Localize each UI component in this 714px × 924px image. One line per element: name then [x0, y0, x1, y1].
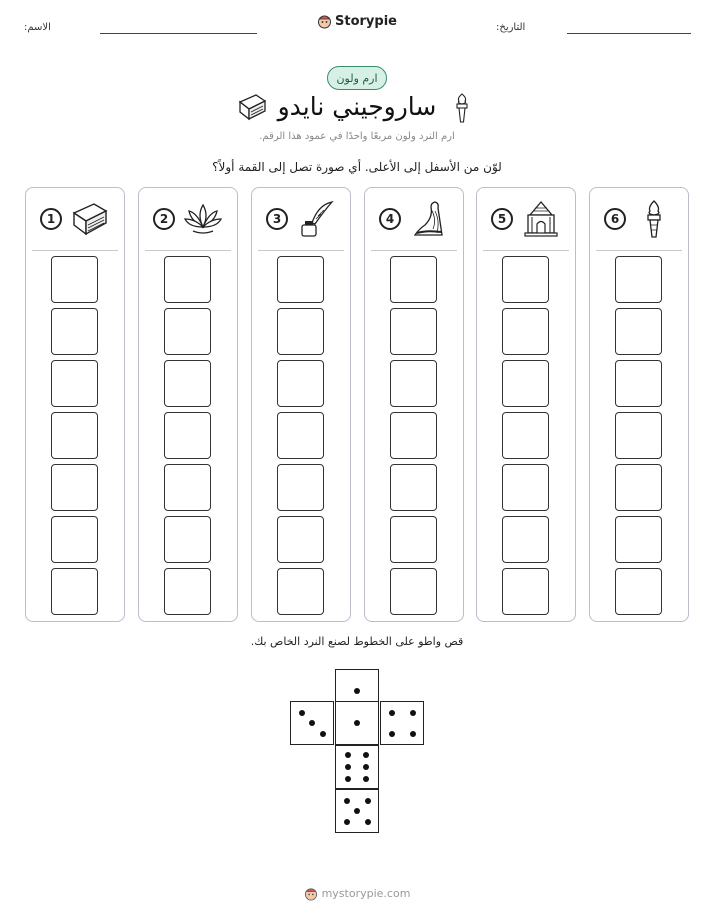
color-square[interactable]: [615, 464, 662, 511]
color-square[interactable]: [502, 412, 549, 459]
color-square[interactable]: [51, 568, 98, 615]
column-divider: [371, 250, 457, 251]
color-square[interactable]: [502, 568, 549, 615]
date-label: التاريخ:: [496, 22, 526, 33]
column-1: [25, 187, 125, 622]
column-number: 4: [379, 208, 401, 230]
storypie-mascot-icon: [317, 13, 332, 29]
brand-name: Storypie: [335, 13, 397, 29]
color-square[interactable]: [615, 256, 662, 303]
name-line[interactable]: [100, 33, 257, 34]
color-square[interactable]: [390, 516, 437, 563]
color-square[interactable]: [615, 412, 662, 459]
storypie-mascot-icon: [304, 886, 318, 901]
column-4: [364, 187, 464, 622]
dice-net: [290, 669, 424, 835]
footer-url[interactable]: mystorypie.com: [321, 887, 411, 900]
die-face-6: [335, 745, 379, 789]
page-title: ساروجيني نايدو: [277, 92, 437, 121]
date-line[interactable]: [567, 33, 691, 34]
color-square[interactable]: [615, 360, 662, 407]
die-face-3: [290, 701, 334, 745]
column-number: 2: [153, 208, 175, 230]
column-divider: [483, 250, 569, 251]
column-number: 5: [491, 208, 513, 230]
die-pip: [344, 819, 350, 825]
color-square[interactable]: [164, 412, 211, 459]
die-pip: [354, 688, 360, 694]
color-square[interactable]: [615, 308, 662, 355]
die-pip: [363, 776, 369, 782]
temple-icon: [521, 199, 561, 239]
coloring-instruction: لوّن من الأسفل إلى الأعلى. أي صورة تصل إلى القمة أولاً؟: [212, 160, 502, 174]
die-pip: [345, 776, 351, 782]
color-square[interactable]: [51, 464, 98, 511]
color-square[interactable]: [390, 256, 437, 303]
color-square[interactable]: [390, 308, 437, 355]
color-square[interactable]: [502, 516, 549, 563]
column-number: 1: [40, 208, 62, 230]
color-square[interactable]: [277, 308, 324, 355]
color-square[interactable]: [51, 516, 98, 563]
color-square[interactable]: [502, 464, 549, 511]
die-pip: [410, 731, 416, 737]
column-5: [476, 187, 576, 622]
dice-instruction: قص واطو على الخطوط لصنع النرد الخاص بك.: [250, 635, 464, 648]
die-pip: [363, 764, 369, 770]
die-pip: [363, 752, 369, 758]
die-pip: [365, 798, 371, 804]
column-divider: [258, 250, 344, 251]
color-square[interactable]: [164, 256, 211, 303]
color-square[interactable]: [164, 568, 211, 615]
color-square[interactable]: [51, 412, 98, 459]
die-pip: [410, 710, 416, 716]
color-square[interactable]: [502, 360, 549, 407]
die-face-1: [335, 701, 379, 745]
color-square[interactable]: [164, 516, 211, 563]
die-pip: [309, 720, 315, 726]
quill-inkpot-icon: [296, 199, 336, 239]
die-face-4: [380, 701, 424, 745]
color-square[interactable]: [164, 464, 211, 511]
die-pip: [320, 731, 326, 737]
column-3: [251, 187, 351, 622]
color-square[interactable]: [502, 256, 549, 303]
die-pip: [354, 808, 360, 814]
book-icon: [70, 199, 110, 239]
column-number: 6: [604, 208, 626, 230]
torch-icon: [634, 199, 674, 239]
die-face-5: [335, 789, 379, 833]
activity-badge: ارم ولون: [327, 66, 387, 90]
die-pip: [344, 798, 350, 804]
die-pip: [345, 764, 351, 770]
color-square[interactable]: [51, 256, 98, 303]
column-divider: [596, 250, 682, 251]
color-square[interactable]: [277, 360, 324, 407]
color-square[interactable]: [164, 360, 211, 407]
color-square[interactable]: [277, 516, 324, 563]
color-square[interactable]: [390, 568, 437, 615]
color-square[interactable]: [390, 464, 437, 511]
die-pip: [299, 710, 305, 716]
column-divider: [32, 250, 118, 251]
column-2: [138, 187, 238, 622]
saree-icon: [409, 199, 449, 239]
torch-icon: [452, 92, 472, 124]
column-divider: [145, 250, 231, 251]
color-square[interactable]: [615, 568, 662, 615]
page-subtitle: ارم النرد ولون مربعًا واحدًا في عمود هذا الرقم.: [259, 131, 455, 142]
color-square[interactable]: [51, 308, 98, 355]
die-pip: [354, 720, 360, 726]
color-square[interactable]: [615, 516, 662, 563]
footer: [0, 886, 714, 901]
color-square[interactable]: [502, 308, 549, 355]
brand-logo: [0, 13, 714, 29]
name-label: الاسم:: [24, 22, 51, 33]
color-square[interactable]: [277, 464, 324, 511]
color-square[interactable]: [390, 360, 437, 407]
color-square[interactable]: [164, 308, 211, 355]
die-pip: [389, 710, 395, 716]
color-square[interactable]: [51, 360, 98, 407]
color-square[interactable]: [390, 412, 437, 459]
die-pip: [389, 731, 395, 737]
die-pip: [345, 752, 351, 758]
column-6: [589, 187, 689, 622]
color-square[interactable]: [277, 412, 324, 459]
die-pip: [365, 819, 371, 825]
column-number: 3: [266, 208, 288, 230]
color-square[interactable]: [277, 256, 324, 303]
color-square[interactable]: [277, 568, 324, 615]
lotus-icon: [183, 199, 223, 239]
